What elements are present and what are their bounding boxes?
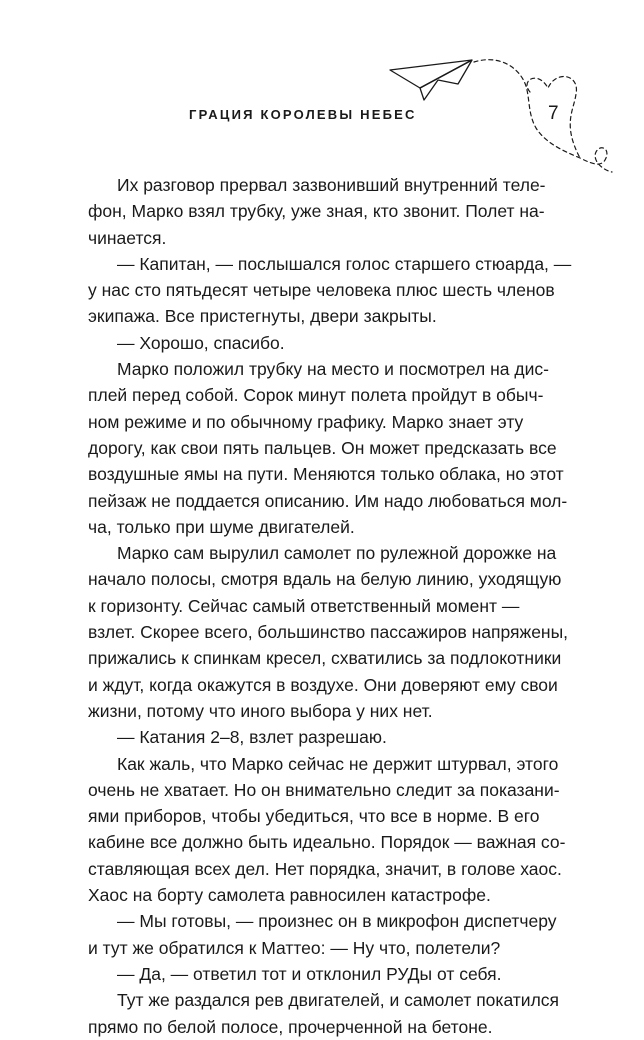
text-line: пейзаж не поддается описанию. Им надо любоваться мол-	[88, 490, 568, 511]
text-line: очень не хватает. Но он внимательно следит за показани-	[88, 779, 560, 800]
text-line: — Мы готовы, — произнес он в микрофон диспетчеру	[117, 911, 557, 932]
text-line: — Да, — ответил тот и отклонил РУДы от себя.	[117, 963, 502, 984]
body-text	[88, 172, 572, 1040]
text-line: Марко сам вырулил самолет по рулежной дорожке на	[117, 543, 557, 564]
text-line: ставляющая всех дел. Нет порядка, значит, в голове хаос.	[88, 858, 562, 879]
running-title: ГРАЦИЯ КОРОЛЕВЫ НЕБЕС	[189, 107, 417, 122]
text-line: Как жаль, что Марко сейчас не держит штурвал, этого	[117, 753, 559, 774]
text-line: воздушные ямы на пути. Меняются только облака, но этот	[88, 464, 564, 485]
text-line: чинается.	[88, 227, 167, 248]
text-line: прижались к спинкам кресел, схватились за подлокотники	[88, 648, 562, 669]
text-line: Их разговор прервал зазвонивший внутренний теле-	[117, 175, 546, 195]
text-line: начало полосы, смотря вдаль на белую линию, уходящую	[88, 569, 562, 590]
text-line: фон, Марко взял трубку, уже зная, кто звонит. Полет на-	[88, 201, 545, 222]
text-line: Марко положил трубку на место и посмотрел на дис-	[117, 359, 549, 380]
page-number: 7	[548, 103, 559, 124]
text-line: — Капитан, — послышался голос старшего стюарда, —	[117, 253, 572, 274]
text-line: прямо по белой полосе, прочерченной на бетоне.	[88, 1016, 493, 1037]
text-line: Хаос на борту самолета равносилен катастрофе.	[88, 885, 491, 906]
paper-airplane-icon	[390, 60, 472, 100]
text-line: Тут же раздался рев двигателей, и самолет покатился	[117, 990, 560, 1011]
text-line: жизни, потому что иного выбора у них нет.	[88, 700, 433, 721]
text-line: у нас сто пятьдесят четыре человека плюс шесть членов	[88, 280, 555, 301]
text-line: ча, только при шуме двигателей.	[88, 516, 355, 537]
text-line: ями приборов, чтобы убедиться, что все в норме. В его	[88, 806, 540, 827]
text-line: кабине все должно быть идеально. Порядок — важная со-	[88, 832, 566, 853]
text-line: и ждут, когда окажутся в воздухе. Они доверяют ему свои	[88, 674, 558, 695]
dashed-trail	[474, 60, 612, 172]
text-line: взлет. Скорее всего, большинство пассажиров напряжены,	[88, 622, 569, 643]
text-line: — Катания 2–8, взлет разрешаю.	[117, 727, 387, 748]
text-line: плей перед собой. Сорок минут полета пройдут в обыч-	[88, 385, 544, 406]
text-line: — Хорошо, спасибо.	[117, 332, 285, 353]
text-line: и тут же обратился к Маттео: — Ну что, полетели?	[88, 937, 501, 958]
text-line: экипажа. Все пристегнуты, двери закрыты.	[88, 306, 437, 327]
text-line: ном режиме и по обычному графику. Марко знает эту	[88, 411, 524, 432]
text-line: к горизонту. Сейчас самый ответственный момент —	[88, 595, 520, 616]
text-line: дорогу, как свои пять пальцев. Он может предсказать все	[88, 437, 557, 458]
